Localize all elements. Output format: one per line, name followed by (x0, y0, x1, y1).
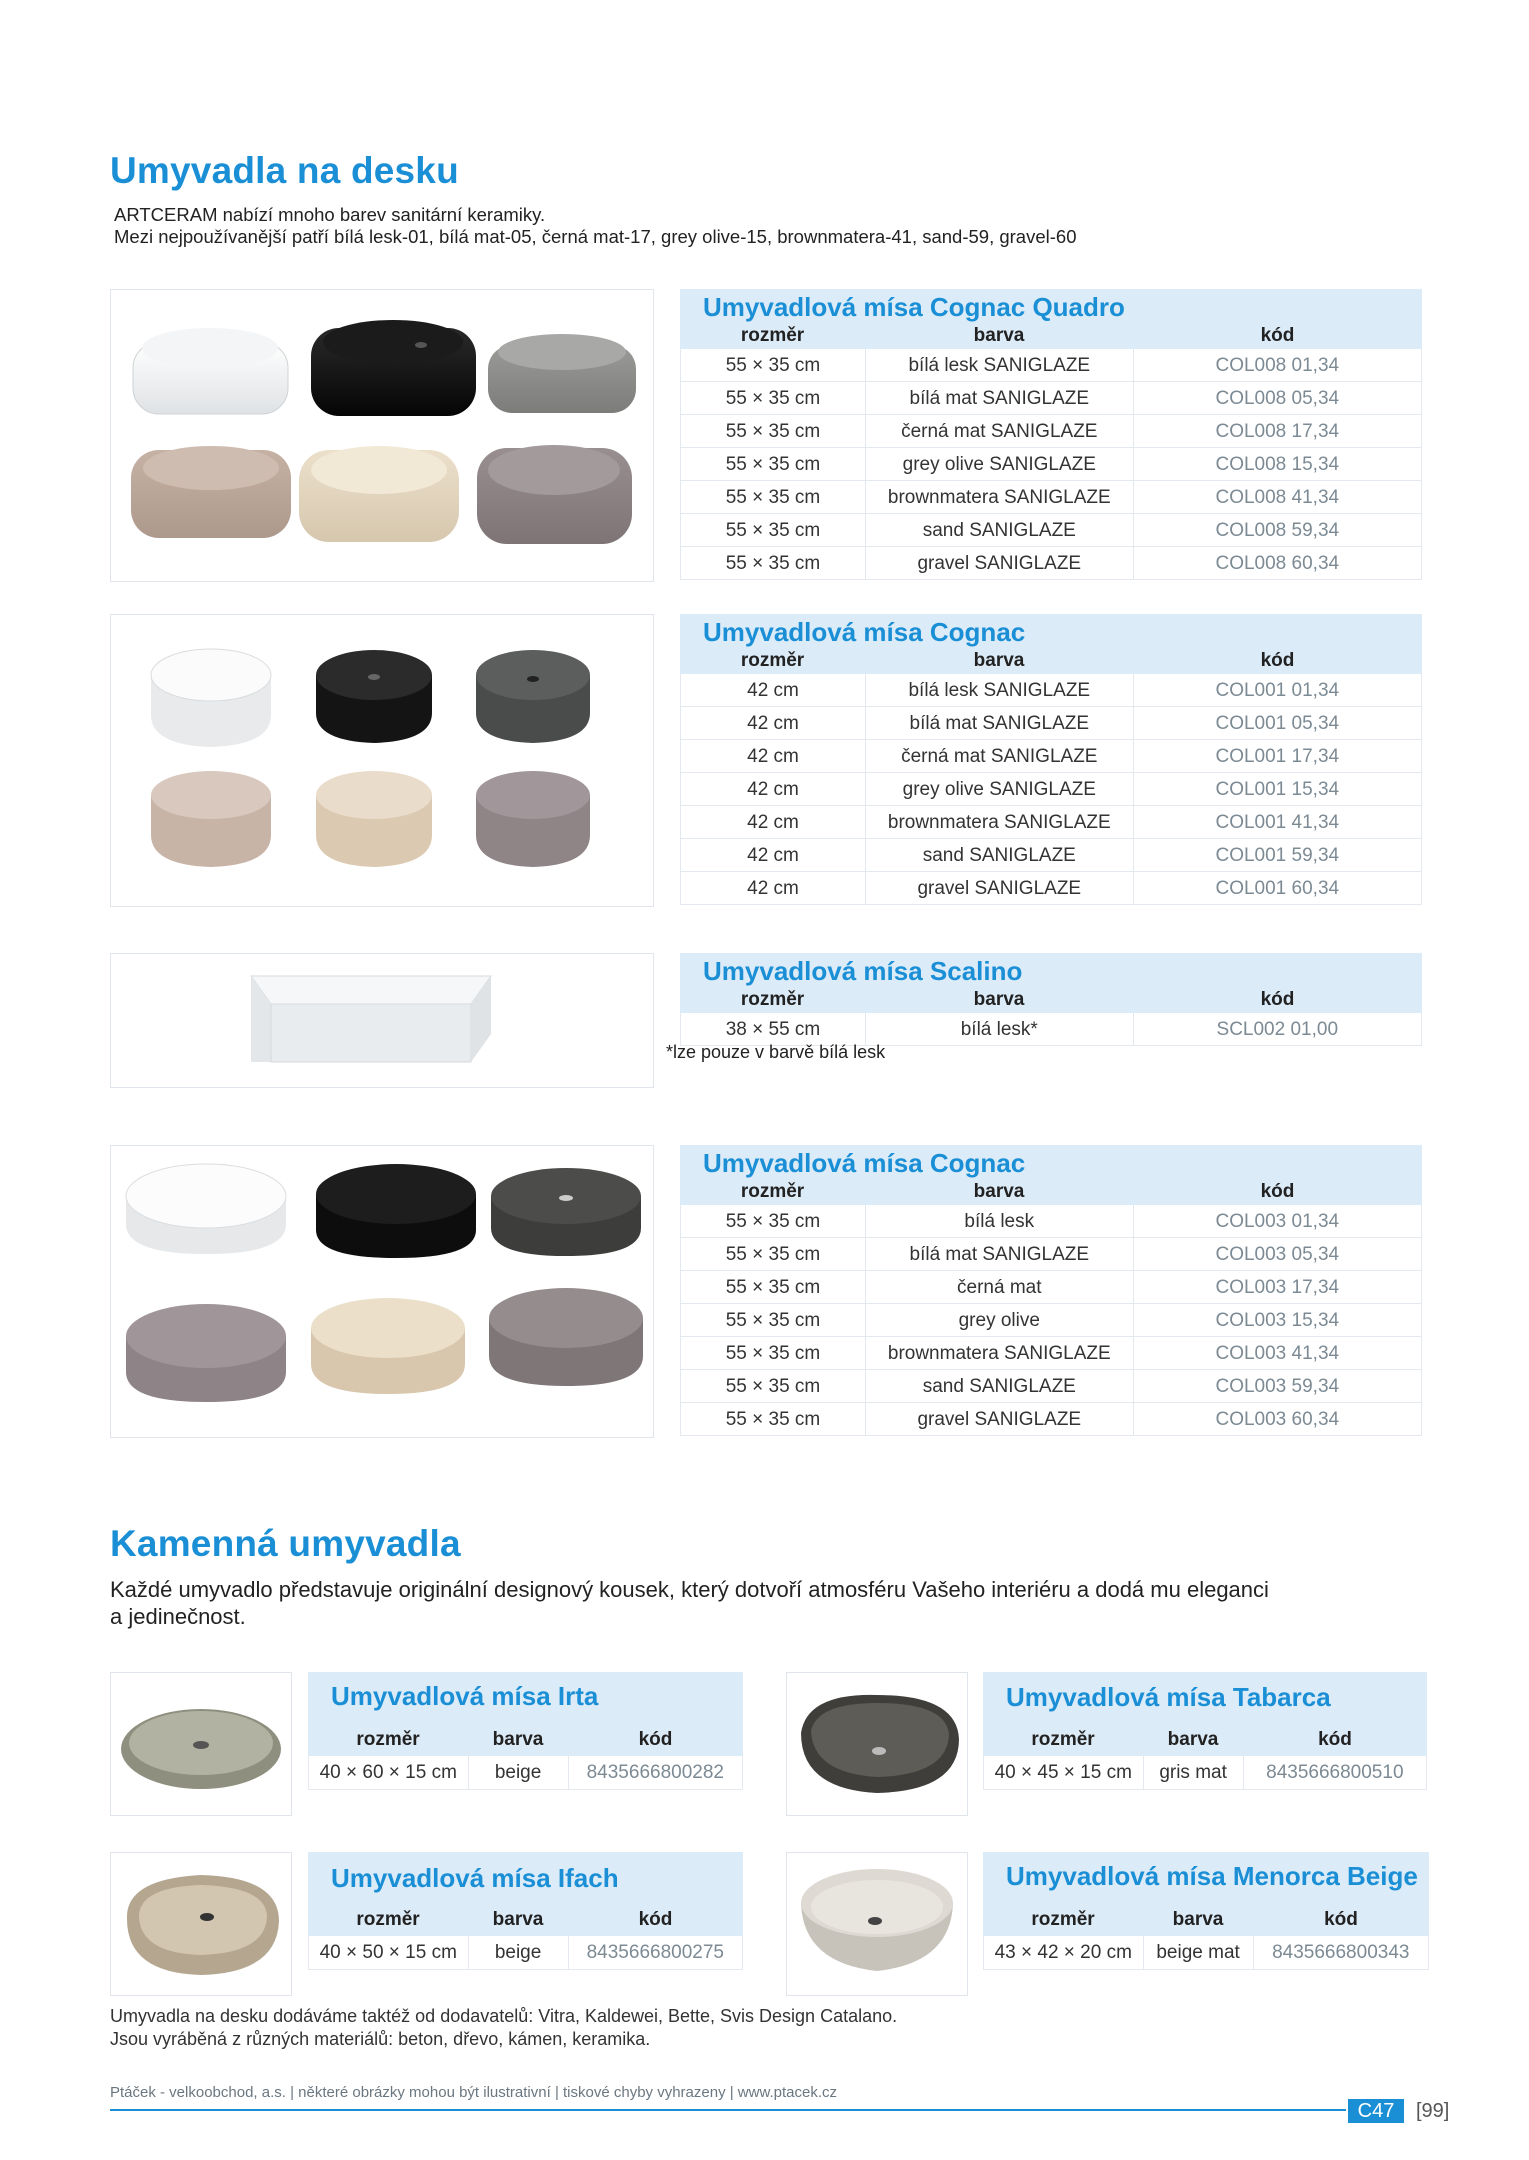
cell-color: brownmatera SANIGLAZE (866, 1337, 1134, 1369)
column-header-size: rozměr (356, 1909, 420, 1930)
cell-size: 55 × 35 cm (681, 1238, 866, 1270)
table-row (680, 349, 1422, 382)
stone-image-ifach (110, 1852, 292, 1996)
stone-basin-menorca-illustration (801, 1869, 953, 1971)
footer-text: Ptáček - velkoobchod, a.s. | některé obrázky mohou být ilustrativní | tiskové chyby vyhrazeny | www.ptacek.cz (110, 2084, 838, 2101)
cell-color: sand SANIGLAZE (866, 514, 1134, 546)
cell-color: bílá mat SANIGLAZE (866, 707, 1134, 739)
table-row (680, 1271, 1422, 1304)
table-row (680, 481, 1422, 514)
cell-color: bílá lesk (866, 1205, 1134, 1237)
product-image-cognac-round (110, 614, 654, 907)
column-header-code: kód (638, 1909, 673, 1930)
table-row (680, 740, 1422, 773)
table-header (308, 1672, 743, 1756)
table-row (680, 707, 1422, 740)
cell-size: 55 × 35 cm (681, 415, 866, 447)
cell-size: 42 cm (681, 806, 866, 838)
cell-color: černá mat (866, 1271, 1134, 1303)
cell-code: COL008 59,34 (1215, 520, 1340, 541)
stone-image-menorca-beige (786, 1852, 968, 1996)
cell-size: 55 × 35 cm (681, 547, 866, 579)
table-header (680, 614, 1422, 674)
table-row (680, 1337, 1422, 1370)
cell-color: černá mat SANIGLAZE (866, 415, 1134, 447)
bowl-gravel-illustration (476, 771, 590, 867)
cell-size: 55 × 35 cm (681, 1304, 866, 1336)
cell-color: bílá lesk SANIGLAZE (866, 674, 1134, 706)
table-row (680, 514, 1422, 547)
column-header-color: barva (492, 1729, 544, 1750)
cell-color: brownmatera SANIGLAZE (866, 481, 1134, 513)
bowl-black-illustration (316, 650, 432, 743)
cell-code: COL003 01,34 (1215, 1211, 1340, 1232)
table-row (680, 382, 1422, 415)
cell-size: 55 × 35 cm (681, 349, 866, 381)
table-row (680, 872, 1422, 905)
cell-size: 42 cm (681, 740, 866, 772)
table-row (680, 1403, 1422, 1436)
stone-table-tabarca (983, 1672, 1427, 1790)
cell-size: 42 cm (681, 839, 866, 871)
cell-code: COL001 60,34 (1215, 878, 1340, 899)
column-header-size: rozměr (1031, 1909, 1095, 1930)
table-row: 43 × 42 × 20 cm beige mat 8435666800343 (983, 1936, 1429, 1970)
column-header-color: barva (1167, 1729, 1219, 1750)
stone-intro-line-1: Každé umyvadlo představuje originální designový kousek, který dotvoří atmosféru Vašeho interiéru a dodá mu eleganci (110, 1577, 1269, 1602)
cell-code: COL001 41,34 (1215, 812, 1340, 833)
section-title-countertop: Umyvadla na desku (110, 150, 459, 191)
footer-divider (110, 2109, 1346, 2111)
column-header-code: kód (1318, 1729, 1352, 1750)
column-header-code: kód (1324, 1909, 1358, 1930)
table-row: 40 × 60 × 15 cm beige 8435666800282 (308, 1756, 743, 1790)
section-intro-line-2: Mezi nejpoužívanější patří bílá lesk-01, bílá mat-05, černá mat-17, grey olive-15, brownmatera-41, sand-59, gravel-60 (114, 226, 1077, 247)
cell-code: COL008 01,34 (1215, 355, 1340, 376)
cell-size: 55 × 35 cm (681, 448, 866, 480)
cell-code: COL001 59,34 (1215, 845, 1340, 866)
cell-color: gravel SANIGLAZE (866, 1403, 1134, 1435)
stone-basin-irta-illustration (121, 1709, 281, 1789)
column-header-code: kód (638, 1729, 673, 1750)
bowl-sand-illustration (316, 771, 432, 867)
bowl-brown-illustration (151, 771, 271, 867)
product-image-cognac-oval (110, 1145, 654, 1438)
column-header-code: kód (1260, 325, 1295, 346)
table-header (680, 953, 1422, 1013)
cell-size: 38 × 55 cm (681, 1013, 866, 1045)
cell-code: COL001 15,34 (1215, 779, 1340, 800)
stone-image-irta (110, 1672, 292, 1816)
product-title: Umyvadlová mísa Cognac Quadro (703, 292, 1125, 322)
stone-basin-tabarca-illustration (801, 1695, 959, 1793)
oval-sand-illustration (311, 1298, 465, 1394)
column-header-size: rozměr (1031, 1729, 1095, 1750)
table-row: 40 × 50 × 15 cm beige 8435666800275 (308, 1936, 743, 1970)
column-header-color: barva (973, 325, 1025, 346)
stone-image-tabarca (786, 1672, 968, 1816)
column-header-size: rozměr (356, 1729, 420, 1750)
column-header-size: rozměr (740, 1181, 805, 1202)
cell-size: 55 × 35 cm (681, 1337, 866, 1369)
table-row (680, 415, 1422, 448)
cell-size: 55 × 35 cm (681, 514, 866, 546)
basin-white-illustration (133, 328, 288, 414)
column-header-size: rozměr (740, 325, 805, 346)
table-header (680, 1145, 1422, 1205)
cell-code: COL001 05,34 (1215, 713, 1340, 734)
stone-table-ifach (308, 1852, 743, 1970)
product-image-scalino (110, 953, 654, 1088)
product-table-cognac-round (680, 614, 1422, 905)
cell-code: COL003 17,34 (1215, 1277, 1340, 1298)
cell-color: sand SANIGLAZE (866, 839, 1134, 871)
column-header-color: barva (973, 989, 1025, 1010)
stone-basin-ifach-illustration (127, 1875, 279, 1975)
stone-intro-line-2: a jedinečnost. (110, 1604, 246, 1629)
cell-color: grey olive SANIGLAZE (866, 773, 1134, 805)
product-table-cognac-quadro (680, 289, 1422, 580)
column-header-code: kód (1260, 650, 1295, 671)
cell-color: gravel SANIGLAZE (866, 872, 1134, 904)
cell-color: grey olive (866, 1304, 1134, 1336)
oval-white-illustration (126, 1164, 286, 1254)
column-header-color: barva (973, 1181, 1025, 1202)
product-title: Umyvadlová mísa Irta (331, 1681, 599, 1711)
table-row (680, 839, 1422, 872)
product-title: Umyvadlová mísa Menorca Beige (1006, 1861, 1418, 1891)
stone-table-menorca-beige (983, 1852, 1429, 1970)
cell-code: COL008 05,34 (1215, 388, 1340, 409)
table-row (680, 806, 1422, 839)
table-header (983, 1672, 1427, 1756)
column-header-color: barva (1172, 1909, 1224, 1930)
cell-size: 55 × 35 cm (681, 481, 866, 513)
bowl-grey-illustration (476, 650, 590, 743)
table-row (680, 448, 1422, 481)
product-title: Umyvadlová mísa Ifach (331, 1863, 619, 1893)
page-code-badge: C47 (1348, 2099, 1404, 2123)
product-title: Umyvadlová mísa Scalino (703, 956, 1023, 986)
basin-brown-illustration (131, 446, 291, 538)
cell-color: bílá lesk* (866, 1013, 1134, 1045)
oval-black-illustration (316, 1164, 476, 1258)
column-header-code: kód (1260, 989, 1295, 1010)
stone-table-irta (308, 1672, 743, 1790)
cell-color: černá mat SANIGLAZE (866, 740, 1134, 772)
oval-gravel-illustration (489, 1288, 643, 1386)
table-header (308, 1852, 743, 1936)
scalino-note: *lze pouze v barvě bílá lesk (666, 1042, 886, 1062)
table-header (983, 1852, 1429, 1936)
cell-size: 42 cm (681, 674, 866, 706)
cell-color: gravel SANIGLAZE (866, 547, 1134, 579)
cell-code: COL003 05,34 (1215, 1244, 1340, 1265)
cell-code: COL001 01,34 (1215, 680, 1340, 701)
cell-color: bílá mat SANIGLAZE (866, 1238, 1134, 1270)
cell-code: COL003 60,34 (1215, 1409, 1340, 1430)
column-header-code: kód (1260, 1181, 1295, 1202)
bottom-note-line-2: Jsou vyráběná z různých materiálů: beton, dřevo, kámen, keramika. (110, 2029, 651, 2049)
cell-color: brownmatera SANIGLAZE (866, 806, 1134, 838)
cell-code: COL008 41,34 (1215, 487, 1340, 508)
cell-size: 55 × 35 cm (681, 1205, 866, 1237)
cell-color: grey olive SANIGLAZE (866, 448, 1134, 480)
column-header-color: barva (973, 650, 1025, 671)
cell-size: 55 × 35 cm (681, 1271, 866, 1303)
cell-size: 55 × 35 cm (681, 382, 866, 414)
table-row (680, 674, 1422, 707)
product-title: Umyvadlová mísa Cognac (703, 1148, 1026, 1178)
table-row: 40 × 45 × 15 cm gris mat 8435666800510 (983, 1756, 1427, 1790)
cell-size: 42 cm (681, 872, 866, 904)
cell-size: 42 cm (681, 707, 866, 739)
cell-code: COL003 15,34 (1215, 1310, 1340, 1331)
table-row (680, 1205, 1422, 1238)
cell-code: COL008 60,34 (1215, 553, 1340, 574)
section-intro-line-1: ARTCERAM nabízí mnoho barev sanitární keramiky. (114, 204, 546, 225)
column-header-size: rozměr (740, 650, 805, 671)
cell-size: 42 cm (681, 773, 866, 805)
cell-code: SCL002 01,00 (1216, 1019, 1339, 1040)
product-table-scalino (680, 953, 1422, 1046)
basin-black-illustration (311, 320, 476, 416)
cell-color: bílá mat SANIGLAZE (866, 382, 1134, 414)
column-header-color: barva (492, 1909, 544, 1930)
section-title-stone: Kamenná umyvadla (110, 1523, 461, 1564)
column-header-size: rozměr (740, 989, 805, 1010)
cell-color: bílá lesk SANIGLAZE (866, 349, 1134, 381)
product-title: Umyvadlová mísa Tabarca (1006, 1682, 1331, 1712)
cell-code: COL008 15,34 (1215, 454, 1340, 475)
cell-size: 55 × 35 cm (681, 1370, 866, 1402)
product-image-cognac-quadro (110, 289, 654, 582)
page-number: [99] (1416, 2100, 1450, 2122)
cell-code: COL003 59,34 (1215, 1376, 1340, 1397)
table-row (680, 1304, 1422, 1337)
table-row (680, 1370, 1422, 1403)
table-row (680, 1238, 1422, 1271)
table-row (680, 547, 1422, 580)
basin-grey-illustration (488, 334, 636, 413)
oval-brown-illustration (126, 1304, 286, 1402)
product-table-cognac-oval (680, 1145, 1422, 1436)
product-title: Umyvadlová mísa Cognac (703, 617, 1026, 647)
table-header (680, 289, 1422, 349)
cell-code: COL001 17,34 (1215, 746, 1340, 767)
basin-scalino-illustration (251, 976, 491, 1062)
oval-grey-illustration (491, 1168, 641, 1256)
basin-sand-illustration (299, 446, 459, 542)
bowl-white-illustration (151, 649, 271, 747)
bottom-note-line-1: Umyvadla na desku dodáváme taktéž od dodavatelů: Vitra, Kaldewei, Bette, Svis Design Catalano. (110, 2006, 898, 2026)
basin-gravel-illustration (477, 445, 632, 544)
table-row (680, 773, 1422, 806)
cell-color: sand SANIGLAZE (866, 1370, 1134, 1402)
cell-code: COL008 17,34 (1215, 421, 1340, 442)
cell-size: 55 × 35 cm (681, 1403, 866, 1435)
cell-code: COL003 41,34 (1215, 1343, 1340, 1364)
